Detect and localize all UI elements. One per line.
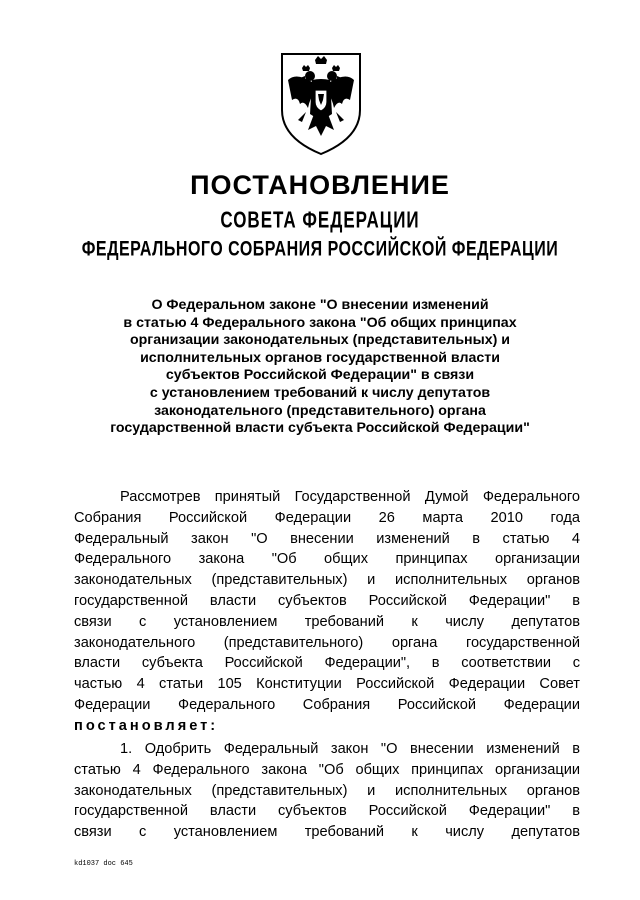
point-1-line: статью 4 Федерального закона "Об общих принципах организации (74, 761, 580, 778)
preamble-line: власти субъекта Российской Федерации", в соответствии с (74, 655, 580, 672)
preamble-line: законодательных (представительных) и исполнительных органов (74, 572, 580, 589)
subject-line: субъектов Российской Федерации" в связи (165, 367, 475, 384)
preamble-line: государственной власти субъектов Российской Федерации" в (74, 592, 580, 609)
document-code: kd1037 doc 645 (74, 860, 133, 868)
subject-line: государственной власти субъекта Российской Федерации" (110, 420, 530, 437)
subject-line: в статью 4 Федерального закона "Об общих принципах (123, 314, 517, 331)
resolves-line (74, 716, 580, 737)
point-1-line: связи с установлением требований к числу депутатов (74, 824, 580, 841)
subject-line: исполнительных органов государственной власти (140, 349, 500, 366)
preamble-line: Федерального закона "Об общих принципах организации (74, 551, 580, 568)
preamble-line: законодательного (представительного) органа государственной (74, 634, 580, 651)
subject-line: законодательного (представительного) органа (154, 402, 486, 419)
preamble-line: связи с установлением требований к числу депутатов (74, 613, 580, 630)
preamble-line: частью 4 статьи 105 Конституции Российской Федерации Совет (74, 676, 580, 693)
resolves-word: постановляет: (74, 717, 219, 734)
point-1-line: законодательных (представительных) и исполнительных органов (74, 782, 580, 799)
point-1-line: государственной власти субъектов Российской Федерации" в (74, 803, 580, 820)
document-title: ПОСТАНОВЛЕНИЕ (190, 170, 450, 200)
issuer-assembly: ФЕДЕРАЛЬНОГО СОБРАНИЯ РОССИЙСКОЙ ФЕДЕРАЦИИ (81, 238, 559, 261)
preamble-line: Собрания Российской Федерации 26 марта 2010 года (74, 509, 580, 526)
preamble-line: Рассмотрев принятый Государственной Думой Федерального (120, 489, 580, 505)
document-subject (60, 297, 580, 438)
subject-line: с установлением требований к числу депутатов (149, 384, 491, 401)
issuer-council: СОВЕТА ФЕДЕРАЦИИ (220, 207, 420, 233)
point-1-paragraph (74, 739, 580, 843)
preamble-line: Федеральный закон "О внесении изменений в статью 4 (74, 530, 580, 547)
point-1-line: 1. Одобрить Федеральный закон "О внесении изменений в (120, 741, 580, 757)
coat-of-arms-icon (276, 50, 366, 158)
subject-line: организации законодательных (представительных) и (129, 332, 511, 349)
preamble-paragraph (74, 487, 580, 737)
subject-line: О Федеральном законе "О внесении изменений (151, 297, 489, 313)
preamble-line: Федерации Федерального Собрания Российской Федерации (74, 696, 580, 713)
